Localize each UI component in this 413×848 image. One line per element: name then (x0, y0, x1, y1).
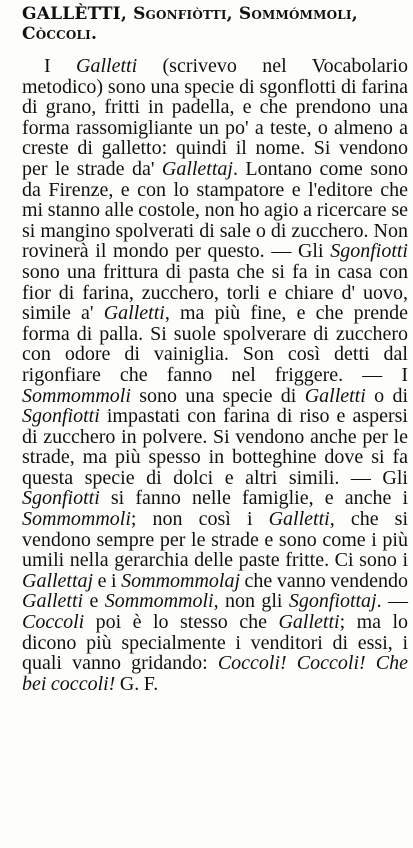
text-run: poi è lo stesso che (84, 611, 279, 634)
text-run: si fanno nelle famiglie, e anche i (99, 487, 408, 510)
text-run: sono una specie di (130, 384, 305, 407)
text-run: impastati con farina di riso e aspersi di zucchero in polvere. Si vendono anche per le strade, ma più spesso in botteghine dove si fa questa specie di dolci e altri simili. — Gli (22, 405, 408, 489)
italic-term: Sommommoli (22, 508, 131, 531)
italic-term: Galletti (76, 55, 138, 77)
text-run: . Lontano come sono da Firenze, e con lo stampatore e l'editore che mi stanno alle costole, non ho agio a ricercare se si mangino spolverati di sale o di zucchero. Non rovinerà il mondo per questo. — Gli (22, 157, 408, 263)
text-run: (scrivevo nel Vocabolario metodico) sono una specie di sgonflotti di farina di grano, fritti in padella, e che prendono una forma rassomigliante un po' a teste, o almeno a creste di galletto: quindi il nome. Si vendono per le strade da' (22, 55, 408, 180)
text-run: o di (365, 384, 408, 407)
text-run: e (83, 590, 105, 613)
text-run: e i (93, 569, 122, 592)
text-run: , ma più fine, e che prende forma di palla. Si suole spolverare di zucchero con odore di vainiglia. Son così detti dal rigonfiare che fanno nel friggere. — I (22, 302, 408, 386)
italic-term: Galletti (304, 384, 366, 407)
heading-lead-word: GALLÈTTI, (22, 4, 127, 24)
text-run: I (44, 55, 77, 77)
text-run: G. F. (115, 672, 159, 695)
entry-body-text (22, 56, 408, 694)
text-run: , non gli (213, 590, 289, 613)
italic-term: Galletti (268, 508, 330, 531)
italic-term: Galletti (278, 611, 340, 634)
text-run: ; non così i (130, 508, 269, 531)
text-run: che vanno vendendo (240, 569, 409, 592)
heading-variants: Sgonfiòtti, Sommómmoli, Còccoli. (22, 4, 358, 44)
italic-term: Gallettaj (22, 569, 94, 592)
italic-term: Sgonfiotti (22, 487, 100, 510)
italic-term: Coccoli! Coccoli! Che bei coccoli! (22, 652, 408, 695)
entry-heading (22, 4, 402, 44)
italic-term: Galletti (22, 590, 84, 613)
text-run: . — (376, 590, 408, 613)
italic-term: Sgonfiotti (330, 240, 408, 263)
italic-term: Sommommolaj (121, 569, 241, 592)
italic-term: Sgonfiottaj (288, 590, 377, 613)
italic-term: Sommommoli (22, 384, 131, 407)
text-run: , che si vendono sempre per le strade e sono come i più umili nella gerarchia delle paste fritte. Ci sono i (22, 508, 408, 572)
italic-term: Galletti (103, 302, 165, 325)
italic-term: Coccoli (22, 611, 85, 634)
italic-term: Sommommoli (104, 590, 214, 613)
text-run: sono una frittura di pasta che si fa in casa con fior di farina, zucchero, torli e chiare d' uovo, simile a' (22, 260, 408, 325)
italic-term: Sgonfiotti (22, 405, 100, 428)
italic-term: Gallettaj (161, 157, 233, 180)
text-run: ; ma lo dicono più specialmente i venditori di essi, i quali vanno gridando: (22, 611, 409, 675)
